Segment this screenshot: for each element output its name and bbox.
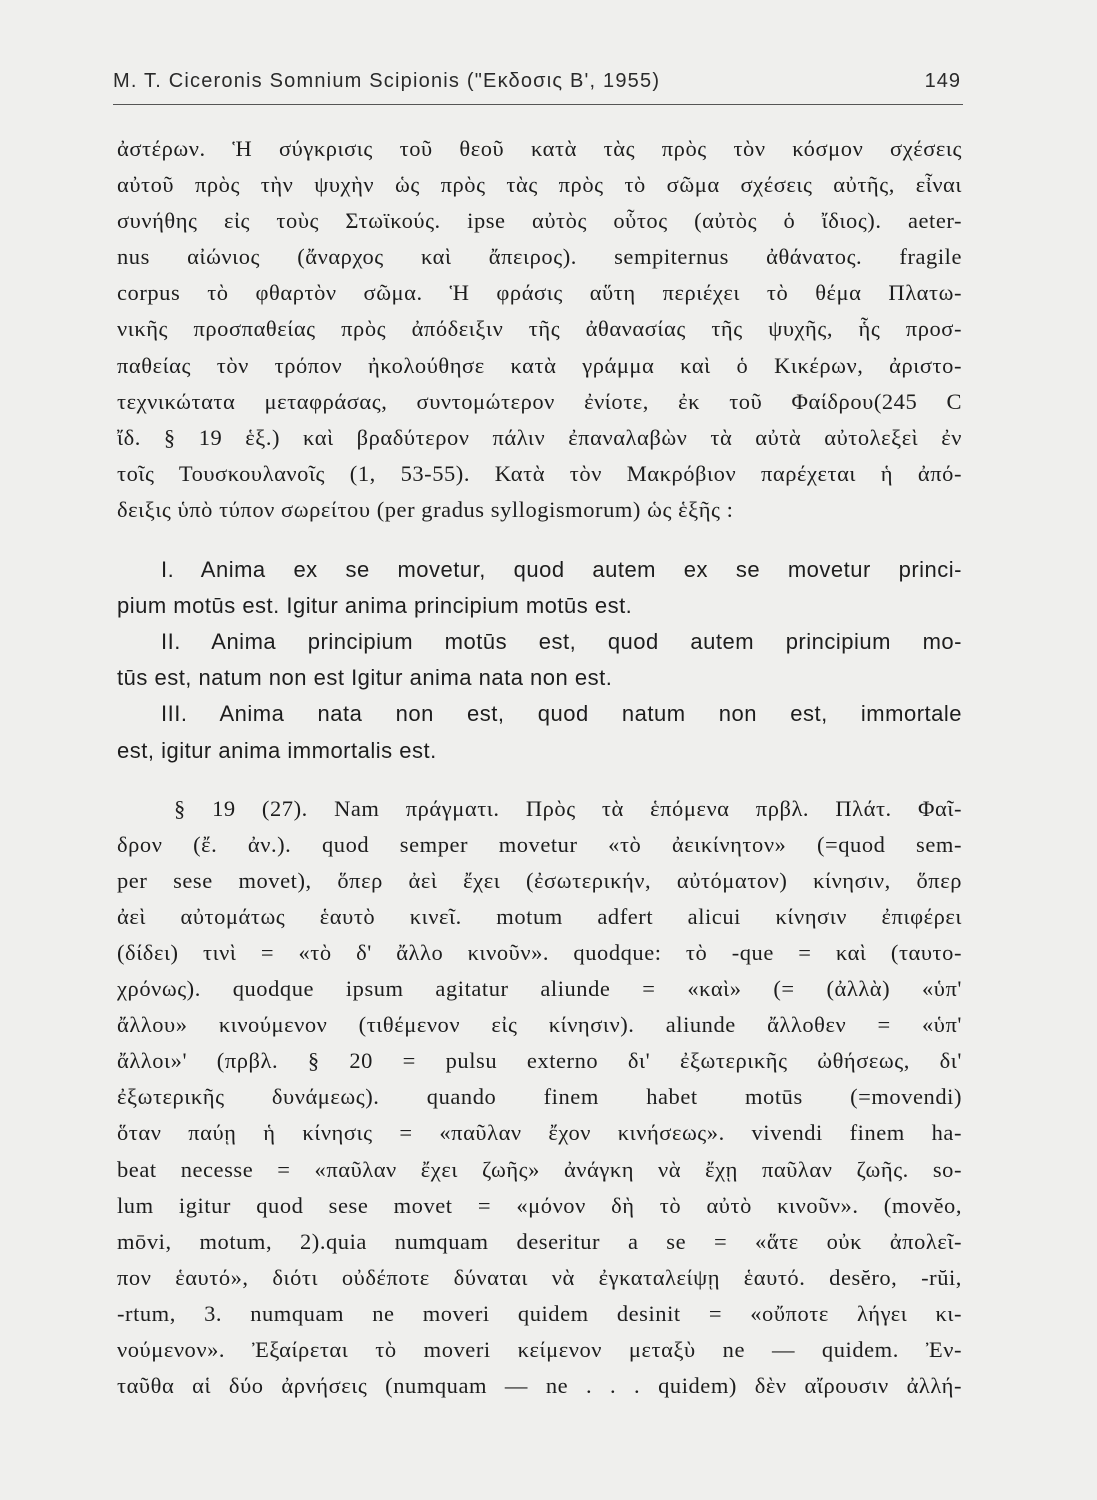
text-line: ἐξωτερικῆς δυνάμεως). quando finem habet motūs (=movendi) bbox=[117, 1084, 962, 1110]
syllogism-line: II. Anima principium motūs est, quod autem principium mo- bbox=[161, 629, 962, 655]
text-line: lum igitur quod sese movet = «μόνον δὴ τὸ αὐτὸ κινοῦν». (movĕo, bbox=[117, 1192, 962, 1218]
text-line: νικῆς προσπαθείας πρὸς ἀπόδειξιν τῆς ἀθανασίας τῆς ψυχῆς, ἧς προσ- bbox=[117, 316, 962, 342]
text-line: χρόνως). quodque ipsum agitatur aliunde = «καὶ» (= (ἀλλὰ) «ὑπ' bbox=[117, 976, 962, 1002]
text-line: ἀστέρων. Ἡ σύγκρισις τοῦ θεοῦ κατὰ τὰς πρὸς τὸν κόσμον σχέσεις bbox=[117, 136, 962, 161]
syllogism-line: I. Anima ex se movetur, quod autem ex se movetur princi- bbox=[161, 557, 962, 583]
text-line: πον ἑαυτό», διότι οὐδέποτε δύναται νὰ ἐγκαταλείψῃ ἑαυτό. desĕro, -rŭi, bbox=[117, 1264, 962, 1290]
text-line: beat necesse = «παῦλαν ἔχει ζωῆς» ἀνάγκη νὰ ἔχῃ παῦλαν ζωῆς. so- bbox=[117, 1156, 962, 1182]
text-line: δρον (ἔ. ἀν.). quod semper movetur «τὸ ἀεικίνητον» (=quod sem- bbox=[117, 831, 962, 857]
text-line: τεχνικώτατα μεταφράσας, συντομώτερον ἐνίοτε, ἐκ τοῦ Φαίδρου(245 C bbox=[117, 388, 962, 414]
text-line: δειξις ὑπὸ τύπον σωρείτου (per gradus syllogismorum) ὡς ἑξῆς : bbox=[117, 496, 734, 522]
text-line: συνήθης εἰς τοὺς Στωϊκούς. ipse αὐτὸς οὗτος (αὐτὸς ὁ ἴδιος). aeter- bbox=[117, 208, 962, 234]
syllogism-line: pium motūs est. Igitur anima principium motūs est. bbox=[117, 593, 633, 619]
commentary-paragraph-2 bbox=[117, 791, 962, 1405]
text-line: ὅταν παύῃ ἡ κίνησις = «παῦλαν ἔχον κινήσεως». vivendi finem ha- bbox=[117, 1120, 962, 1146]
text-line: nus αἰώνιος (ἄναρχος καὶ ἄπειρος). sempiternus ἀθάνατος. fragile bbox=[117, 244, 962, 270]
text-line: per sese movet), ὅπερ ἀεὶ ἔχει (ἐσωτερικήν, αὐτόματον) κίνησιν, ὅπερ bbox=[117, 867, 962, 893]
syllogism-line: est, igitur anima immortalis est. bbox=[117, 737, 437, 763]
spacer bbox=[117, 528, 962, 552]
text-line: ἀεὶ αὐτομάτως ἑαυτὸ κινεῖ. motum adfert alicui κίνησιν ἐπιφέρει bbox=[117, 903, 962, 929]
text-line: τοῖς Τουσκουλανοῖς (1, 53-55). Κατὰ τὸν Μακρόβιον παρέχεται ἡ ἀπό- bbox=[117, 460, 962, 486]
text-line: αὐτοῦ πρὸς τὴν ψυχὴν ὡς πρὸς τὰς πρὸς τὸ σῶμα σχέσεις αὐτῆς, εἶναι bbox=[117, 172, 962, 198]
commentary-paragraph-1 bbox=[117, 131, 962, 528]
text-line: παθείας τὸν τρόπον ἠκολούθησε κατὰ γράμμα καὶ ὁ Κικέρων, ἀριστο- bbox=[117, 352, 962, 378]
page-body bbox=[117, 131, 962, 1404]
syllogism-line: tūs est, natum non est Igitur anima nata non est. bbox=[117, 665, 613, 691]
running-header bbox=[113, 68, 963, 100]
text-line: -rtum, 3. numquam ne moveri quidem desinit = «οὔποτε λήγει κι- bbox=[117, 1300, 962, 1326]
text-line: ἄλλοι»' (πρβλ. § 20 = pulsu externo δι' ἐξωτερικῆς ὠθήσεως, δι' bbox=[117, 1048, 962, 1074]
syllogism-list bbox=[117, 552, 962, 769]
running-title: M. T. Ciceronis Somnium Scipionis ("Εκδοσις Β', 1955) bbox=[113, 70, 661, 92]
text-line: ταῦθα αἱ δύο ἀρνήσεις (numquam — ne . . . quidem) δὲν αἴρουσιν ἀλλή- bbox=[117, 1373, 962, 1399]
text-line: § 19 (27). Nam πράγματι. Πρὸς τὰ ἑπόμενα πρβλ. Πλάτ. Φαῖ- bbox=[174, 795, 962, 821]
text-line: ἴδ. § 19 ἑξ.) καὶ βραδύτερον πάλιν ἐπαναλαβὼν τὰ αὐτὰ αὐτολεξεὶ ἐν bbox=[117, 424, 962, 450]
spacer bbox=[117, 769, 962, 791]
syllogism-line: III. Anima nata non est, quod natum non est, immortale bbox=[161, 701, 962, 727]
text-line: corpus τὸ φθαρτὸν σῶμα. Ἡ φράσις αὕτη περιέχει τὸ θέμα Πλατω- bbox=[117, 280, 962, 306]
text-line: mōvi, motum, 2).quia numquam deseritur a se = «ἅτε οὐκ ἀπολεῖ- bbox=[117, 1228, 962, 1254]
text-line: νούμενον». Ἐξαίρεται τὸ moveri κείμενον μεταξὺ ne — quidem. Ἐν- bbox=[117, 1337, 962, 1362]
header-rule bbox=[113, 104, 963, 105]
text-line: (δίδει) τινὶ = «τὸ δ' ἄλλο κινοῦν». quodque: τὸ -que = καὶ (ταυτο- bbox=[117, 939, 962, 965]
page-number: 149 bbox=[924, 70, 961, 92]
text-line: ἄλλου» κινούμενον (τιθέμενον εἰς κίνησιν). aliunde ἄλλοθεν = «ὑπ' bbox=[117, 1012, 962, 1038]
